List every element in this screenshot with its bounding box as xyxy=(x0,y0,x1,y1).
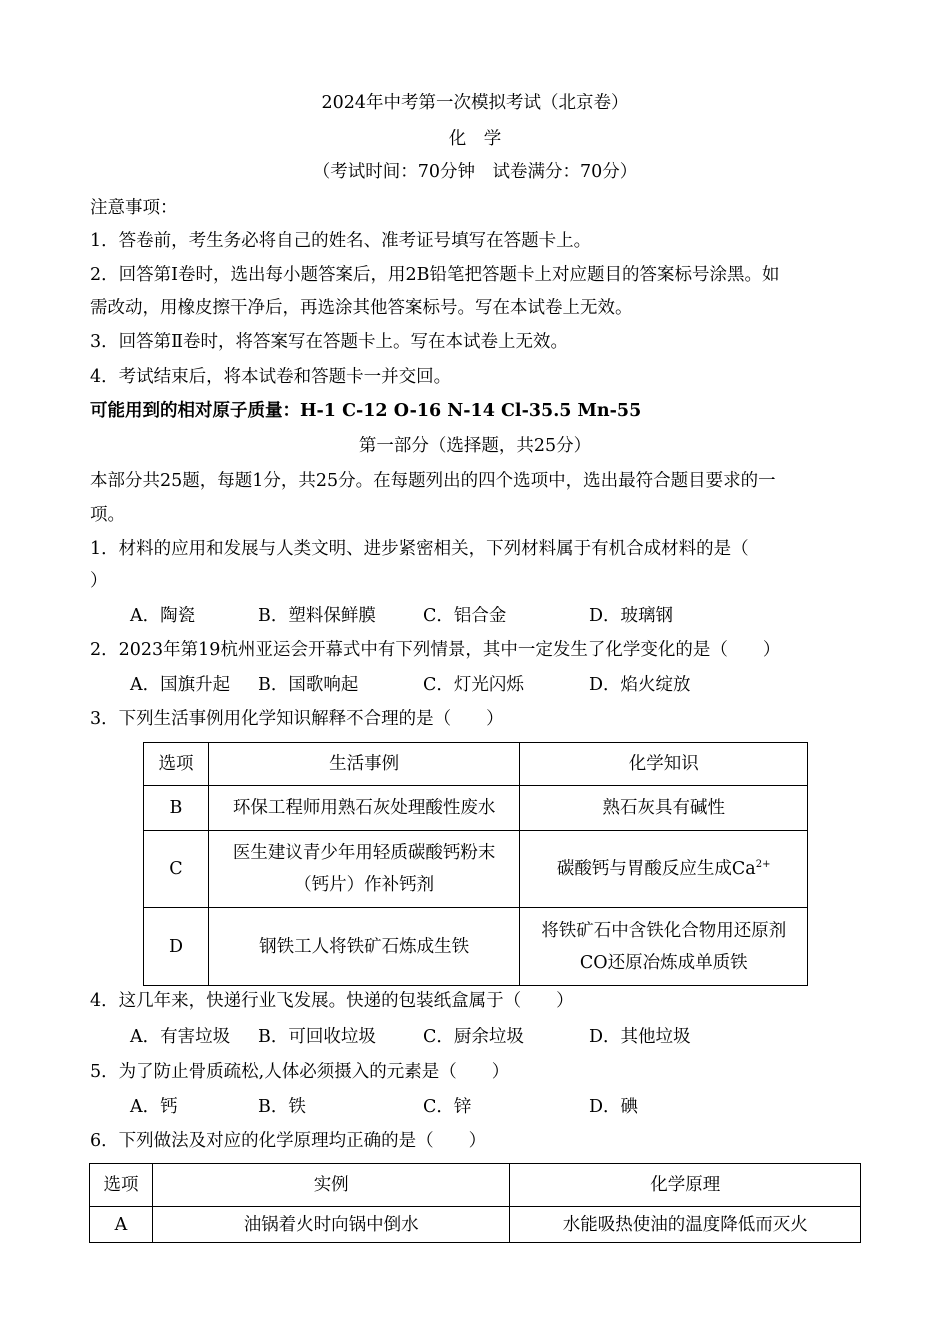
notice-item: 3．回答第Ⅱ卷时，将答案写在答题卡上。写在本试卷上无效。 xyxy=(90,332,569,352)
option-c: C．锌 xyxy=(423,1097,472,1117)
table-header: 化学原理 xyxy=(510,1164,861,1207)
option-a: A．钙 xyxy=(130,1097,178,1117)
question-stem: 3．下列生活事例用化学知识解释不合理的是（ ） xyxy=(90,709,504,729)
table-cell: 熟石灰具有碱性 xyxy=(520,786,808,831)
table-row xyxy=(144,908,808,986)
option-a: A．陶瓷 xyxy=(130,606,196,626)
notice-item: 4．考试结束后，将本试卷和答题卡一并交回。 xyxy=(90,367,452,387)
table-row xyxy=(144,831,808,908)
table-header: 选项 xyxy=(144,743,209,786)
question-stem: 6．下列做法及对应的化学原理均正确的是（ ） xyxy=(90,1131,487,1151)
table-header: 实例 xyxy=(152,1164,510,1207)
option-d: D．碘 xyxy=(589,1097,639,1117)
table-cell: D xyxy=(144,908,209,986)
question-stem: 4．这几年来，快递行业飞发展。快递的包装纸盒属于（ ） xyxy=(90,991,574,1011)
option-b: B．塑料保鲜膜 xyxy=(258,606,376,626)
cell-line: CO还原冶炼成单质铁 xyxy=(579,952,748,973)
charge-superscript: 2+ xyxy=(755,859,771,871)
question-stem: 2．2023年第19杭州亚运会开幕式中有下列情景，其中一定发生了化学变化的是（ ） xyxy=(90,640,781,660)
cell-text: 碳酸钙与胃酸反应生成Ca xyxy=(556,859,756,879)
table-header: 选项 xyxy=(90,1164,153,1207)
notice-item: 2．回答第Ⅰ卷时，选出每小题答案后，用2B铅笔把答题卡上对应题目的答案标号涂黑。如 xyxy=(90,265,780,285)
q6-table xyxy=(89,1163,861,1243)
cell-line: （钙片）作补钙剂 xyxy=(294,875,435,895)
notice-item: 1．答卷前，考生务必将自己的姓名、准考证号填写在答题卡上。 xyxy=(90,231,592,251)
option-b: B．可回收垃圾 xyxy=(258,1027,376,1047)
table-cell: 钢铁工人将铁矿石炼成生铁 xyxy=(208,908,520,986)
table-cell xyxy=(208,831,520,908)
cell-line: 将铁矿石中含铁化合物用还原剂 xyxy=(541,920,787,941)
table-cell xyxy=(520,908,808,986)
atomic-mass-line: 可能用到的相对原子质量：H-1 C-12 O-16 N-14 Cl-35.5 Mn-55 xyxy=(90,401,642,421)
option-d: D．其他垃圾 xyxy=(589,1027,691,1047)
table-header: 生活事例 xyxy=(208,743,520,786)
table-row xyxy=(144,786,808,831)
table-cell: 水能吸热使油的温度降低而灭火 xyxy=(510,1207,861,1243)
option-d: D．焰火绽放 xyxy=(589,675,691,695)
option-b: B．国歌响起 xyxy=(258,675,359,695)
subject-title: 化 学 xyxy=(448,129,502,149)
option-d: D．玻璃钢 xyxy=(589,606,674,626)
option-a: A．国旗升起 xyxy=(130,675,231,695)
question-stem: 5．为了防止骨质疏松,人体必须摄入的元素是（ ） xyxy=(90,1062,510,1082)
option-c: C．灯光闪烁 xyxy=(423,675,524,695)
table-cell: B xyxy=(144,786,209,831)
question-stem: 1．材料的应用和发展与人类文明、进步紧密相关，下列材料属于有机合成材料的是（ xyxy=(90,539,749,559)
part1-title: 第一部分（选择题，共25分） xyxy=(358,436,592,456)
table-header: 化学知识 xyxy=(520,743,808,786)
exam-info: （考试时间：70分钟 试卷满分：70分） xyxy=(312,162,638,182)
option-c: C．铝合金 xyxy=(423,606,507,626)
q3-table xyxy=(143,742,808,986)
option-b: B．铁 xyxy=(258,1097,306,1117)
table-cell: C xyxy=(144,831,209,908)
notice-heading: 注意事项： xyxy=(90,198,178,218)
part1-description: 本部分共25题，每题1分，共25分。在每题列出的四个选项中，选出最符合题目要求的一 xyxy=(90,471,776,491)
exam-title: 2024年中考第一次模拟考试（北京卷） xyxy=(321,93,629,113)
question-stem: ） xyxy=(90,571,108,591)
part1-description: 项。 xyxy=(90,505,125,525)
cell-line: 医生建议青少年用轻质碳酸钙粉末 xyxy=(232,843,496,863)
table-cell xyxy=(520,831,808,908)
table-cell: A xyxy=(90,1207,153,1243)
table-cell: 环保工程师用熟石灰处理酸性废水 xyxy=(208,786,520,831)
notice-item: 需改动，用橡皮擦干净后，再选涂其他答案标号。写在本试卷上无效。 xyxy=(90,298,633,318)
table-row xyxy=(90,1207,861,1243)
option-c: C．厨余垃圾 xyxy=(423,1027,524,1047)
option-a: A．有害垃圾 xyxy=(130,1027,231,1047)
table-cell: 油锅着火时向锅中倒水 xyxy=(152,1207,510,1243)
